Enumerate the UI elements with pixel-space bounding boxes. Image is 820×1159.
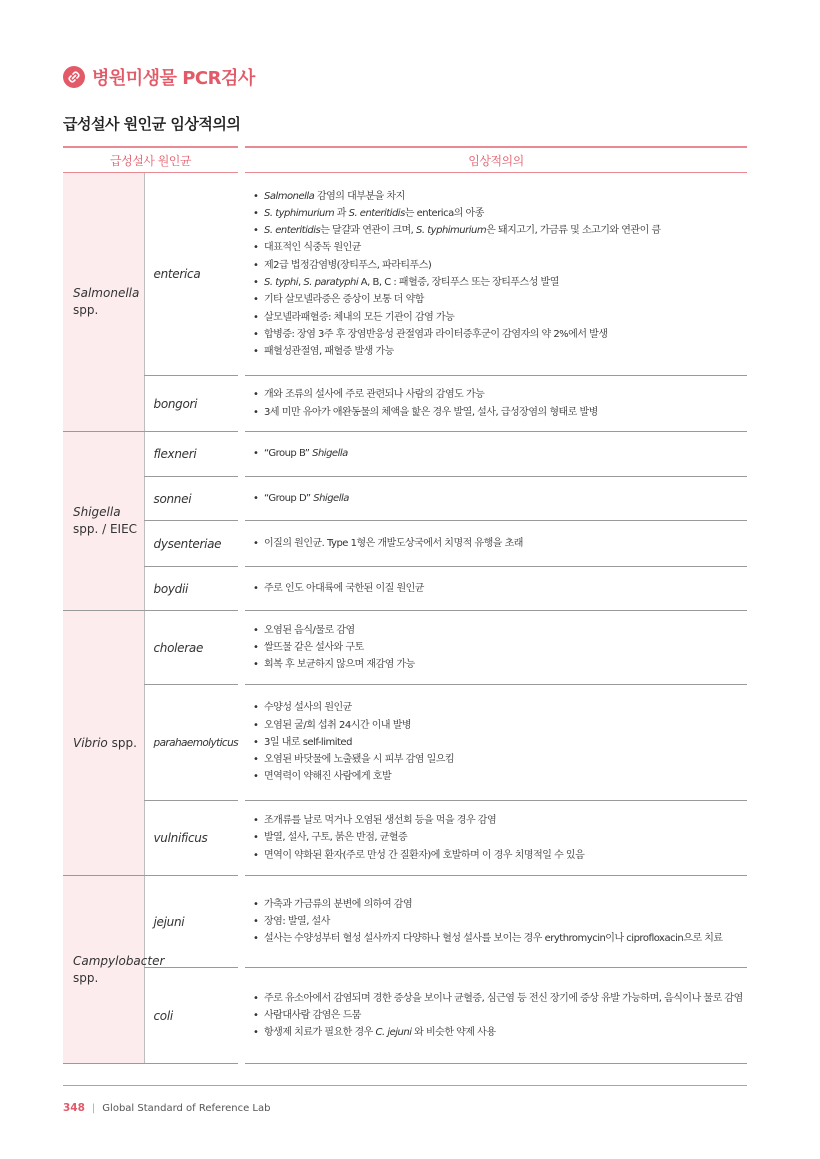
description-item: • S. enteritidis는 달걀과 연관이 크며, S. typhimurium은 돼지고기, 가금류 및 소고기와 연관이 큼 (253, 222, 747, 239)
page-number: 348 (63, 1102, 85, 1114)
description-item: • 기타 살모넬라증은 증상이 보통 더 약함 (253, 291, 747, 308)
description-list (253, 188, 747, 361)
footer-separator: | (91, 1102, 96, 1114)
description-list (253, 535, 747, 552)
species-cell: sonnei (144, 477, 238, 521)
description-item: • 장염: 발열, 설사 (253, 913, 747, 930)
table-row (63, 685, 747, 801)
page-footer (63, 1102, 270, 1114)
gap-cell (238, 432, 245, 477)
description-cell (245, 968, 747, 1064)
species-cell: cholerae (144, 611, 238, 685)
table-row (63, 477, 747, 521)
gap-cell (238, 567, 245, 611)
gap-cell (238, 876, 245, 968)
species-cell: flexneri (144, 432, 238, 477)
description-item: • 이질의 원인균. Type 1형은 개발도상국에서 치명적 유행을 초래 (253, 535, 747, 552)
description-list (253, 580, 747, 597)
species-cell: boydii (144, 567, 238, 611)
genus-cell: Shigella spp. / EIEC (63, 432, 144, 611)
section-title: 급성설사 원인균 임상적의의 (63, 115, 241, 133)
table-row (63, 432, 747, 477)
description-list (253, 386, 747, 421)
table-row (63, 611, 747, 685)
description-item: • 살모넬라패혈증: 체내의 모든 기관이 감염 가능 (253, 309, 747, 326)
description-item: • 주로 유소아에서 감염되며 경한 증상을 보이나 균혈증, 심근염 등 전신 장기에 증상 유발 가능하며, 음식이나 물로 감염 (253, 990, 747, 1007)
genus-cell: Vibrio spp. (63, 611, 144, 876)
description-list (253, 896, 747, 948)
description-cell (245, 567, 747, 611)
table-row (63, 173, 747, 376)
description-item: • 수양성 설사의 원인균 (253, 699, 747, 716)
description-item: • 쌀뜨물 같은 설사와 구토 (253, 639, 747, 656)
genus-cell: Salmonella spp. (63, 173, 144, 432)
description-item: • 가축과 가금류의 분변에 의하여 감염 (253, 896, 747, 913)
species-cell: jejuni (144, 876, 238, 968)
species-cell: coli (144, 968, 238, 1064)
description-item: • 면역력이 약해진 사람에게 호발 (253, 768, 747, 785)
page-header-title: 병원미생물 PCR검사 (92, 68, 255, 89)
link-icon (63, 66, 85, 88)
description-item: • S. typhi, S. paratyphi A, B, C : 패혈증, 장티푸스 또는 장티푸스성 발열 (253, 274, 747, 291)
description-cell (245, 376, 747, 432)
description-cell (245, 173, 747, 376)
description-cell (245, 801, 747, 876)
description-item: • 3일 내로 self-limited (253, 734, 747, 751)
description-cell (245, 685, 747, 801)
species-cell: bongori (144, 376, 238, 432)
table-row (63, 876, 747, 968)
species-cell: dysenteriae (144, 521, 238, 567)
gap-cell (238, 968, 245, 1064)
gap-cell (238, 801, 245, 876)
book-title: Global Standard of Reference Lab (102, 1102, 271, 1114)
gap-cell (238, 611, 245, 685)
description-list (253, 812, 747, 864)
description-cell (245, 611, 747, 685)
page-header (63, 64, 255, 90)
table-row (63, 521, 747, 567)
description-cell (245, 432, 747, 477)
description-item: • S. typhimurium 과 S. enteritidis는 enterica의 아종 (253, 205, 747, 222)
description-item: • 오염된 음식/물로 감염 (253, 622, 747, 639)
gap-cell (238, 376, 245, 432)
footer-divider (63, 1085, 747, 1086)
description-item: • “Group D” Shigella (253, 490, 747, 507)
description-cell (245, 521, 747, 567)
description-item: • 개와 조류의 설사에 주로 관련되나 사람의 감염도 가능 (253, 386, 747, 403)
genus-cell: Campylobacter spp. (63, 876, 144, 1064)
gap-cell (238, 173, 245, 376)
description-list (253, 490, 747, 507)
description-item: • “Group B” Shigella (253, 445, 747, 462)
description-list (253, 699, 747, 785)
description-item: • 발열, 설사, 구토, 붉은 반점, 균혈증 (253, 829, 747, 846)
table-row (63, 567, 747, 611)
table-row (63, 801, 747, 876)
gap-cell (238, 521, 245, 567)
description-list (253, 990, 747, 1042)
table-row (63, 968, 747, 1064)
description-cell (245, 876, 747, 968)
description-item: • 오염된 바닷물에 노출됐을 시 피부 감염 일으킴 (253, 751, 747, 768)
description-item: • 합병증: 장염 3주 후 장염반응성 관절염과 라이터증후군이 감염자의 약 2%에서 발생 (253, 326, 747, 343)
col-header-pathogen: 급성설사 원인균 (63, 147, 238, 173)
description-item: • 설사는 수양성부터 혈성 설사까지 다양하나 혈성 설사를 보이는 경우 erythromycin이나 ciprofloxacin으로 치료 (253, 930, 747, 947)
table-body (63, 173, 747, 1064)
description-item: • 대표적인 식중독 원인균 (253, 239, 747, 256)
species-cell: vulnificus (144, 801, 238, 876)
description-item: • 조개류를 날로 먹거나 오염된 생선회 등을 먹을 경우 감염 (253, 812, 747, 829)
description-cell (245, 477, 747, 521)
table-row (63, 376, 747, 432)
description-item: • 오염된 굴/회 섭취 24시간 이내 발병 (253, 717, 747, 734)
description-item: • 사람대사람 감염은 드뭄 (253, 1007, 747, 1024)
header-gap (238, 147, 245, 173)
description-list (253, 622, 747, 674)
description-item: • 주로 인도 아대륙에 국한된 이질 원인균 (253, 580, 747, 597)
col-header-significance: 임상적의의 (245, 147, 747, 173)
table-header-row (63, 147, 747, 173)
description-item: • 회복 후 보균하지 않으며 재감염 가능 (253, 656, 747, 673)
gap-cell (238, 685, 245, 801)
description-item: • 항생제 치료가 필요한 경우 C. jejuni 와 비슷한 약제 사용 (253, 1024, 747, 1041)
description-item: • 면역이 약화된 환자(주로 만성 간 질환자)에 호발하며 이 경우 치명적일 수 있음 (253, 847, 747, 864)
pathogen-table (63, 146, 747, 1064)
description-item: • 제2급 법정감염병(장티푸스, 파라티푸스) (253, 257, 747, 274)
description-item: • Salmonella 감염의 대부분을 차지 (253, 188, 747, 205)
description-list (253, 445, 747, 462)
gap-cell (238, 477, 245, 521)
species-cell: enterica (144, 173, 238, 376)
description-item: • 3세 미만 유아가 애완동물의 체액을 핥은 경우 발열, 설사, 급성장염의 형태로 발병 (253, 404, 747, 421)
species-cell: parahaemolyticus (144, 685, 238, 801)
description-item: • 패혈성관절염, 패혈증 발생 가능 (253, 343, 747, 360)
